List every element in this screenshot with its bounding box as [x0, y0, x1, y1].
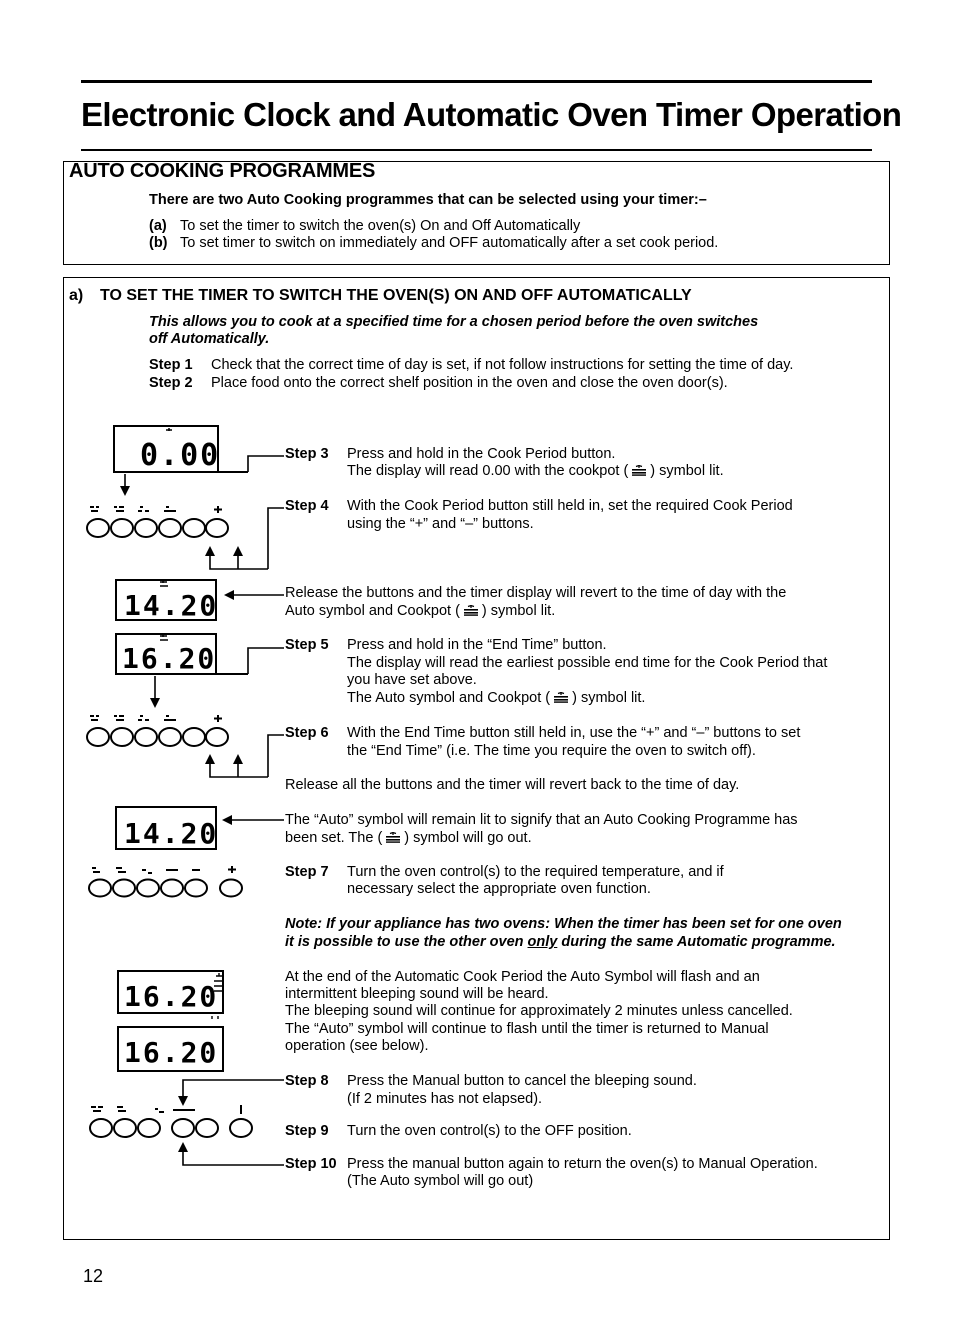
display-0-00: [114, 426, 248, 473]
step-4-line-1: With the Cook Period button still held in, set the required Cook Period: [347, 498, 793, 514]
button-row-2: [87, 715, 228, 746]
page-title: Electronic Clock and Automatic Oven Timer Operation: [81, 96, 902, 133]
end-line-1: At the end of the Automatic Cook Period the Auto Symbol will flash and an: [285, 969, 760, 985]
page-number: 12: [83, 1266, 104, 1286]
step-6-line-1: With the End Time button still held in, use the “+” and “–” buttons to set: [347, 725, 801, 741]
note-only: only: [527, 934, 558, 950]
step-2-label: Step 2: [149, 375, 193, 391]
step-5-line-2: The display will read the earliest possible end time for the Cook Period that: [347, 655, 828, 671]
step-9-label: Step 9: [285, 1123, 329, 1139]
display-16-20-end-time: [116, 634, 248, 675]
display-14-20: [116, 580, 218, 622]
note-line-2b: during the same Automatic programme.: [557, 934, 836, 950]
step-10-line-2: (The Auto symbol will go out): [347, 1173, 534, 1189]
end-line-3: The bleeping sound will continue for approximately 2 minutes unless cancelled.: [285, 1003, 793, 1019]
step-8-label: Step 8: [285, 1073, 329, 1089]
step-9-text: Turn the oven control(s) to the OFF position.: [347, 1123, 632, 1139]
button-row-1: [87, 506, 228, 537]
step-10-line-1: Press the manual button again to return the oven(s) to Manual Operation.: [347, 1156, 818, 1172]
step-3-line-2a: The display will read 0.00 with the cookpot (: [347, 463, 629, 479]
step-10-label: Step 10: [285, 1156, 337, 1172]
end-line-5: operation (see below).: [285, 1038, 429, 1054]
button-row-4: [90, 1105, 252, 1137]
section-a-intro-1: This allows you to cook at a specified time for a chosen period before the oven switches: [149, 314, 759, 330]
step-5-line-4a: The Auto symbol and Cookpot (: [347, 690, 551, 706]
option-b-key: (b): [149, 235, 168, 251]
step-5-line-4b: ) symbol lit.: [572, 690, 646, 706]
step-7-label: Step 7: [285, 864, 329, 880]
step-8-line-1: Press the Manual button to cancel the bleeping sound.: [347, 1073, 697, 1089]
release-2: Release all the buttons and the timer will revert back to the time of day.: [285, 777, 740, 793]
release-1-line-2b: ) symbol lit.: [481, 603, 556, 619]
note-line-1: Note: If your appliance has two ovens: When the timer has been set for one oven: [285, 916, 842, 932]
step-4-line-2: using the “+” and “–” buttons.: [347, 516, 534, 532]
auto-lit-line-1: The “Auto” symbol will remain lit to signify that an Auto Cooking Programme has: [285, 812, 798, 828]
option-a-key: (a): [149, 218, 167, 234]
step-5-label: Step 5: [285, 637, 329, 653]
display-value: 14.20: [124, 589, 219, 622]
section-a-intro-2: off Automatically.: [149, 331, 270, 347]
release-1-line-2a: Auto symbol and Cookpot (: [285, 603, 460, 619]
step-3-line-1: Press and hold in the Cook Period button.: [347, 446, 616, 462]
step-8-line-2: (If 2 minutes has not elapsed).: [347, 1091, 543, 1107]
section-a-key: a): [69, 287, 84, 304]
display-value: 16.20: [122, 642, 217, 675]
display-value: 0.00: [140, 438, 221, 473]
end-line-4: The “Auto” symbol will continue to flash until the timer is returned to Manual: [285, 1021, 769, 1037]
step-1-label: Step 1: [149, 357, 193, 373]
display-16-20-manual: [118, 1027, 223, 1071]
display-value: 14.20: [124, 817, 219, 850]
auto-programmes-heading: AUTO COOKING PROGRAMMES: [69, 160, 376, 182]
step-7-line-1: Turn the oven control(s) to the required temperature, and if: [347, 864, 724, 880]
note-line-2a: it is possible to use the other oven: [285, 934, 528, 950]
button-row-3: [89, 866, 242, 897]
option-a-text: To set the timer to switch the oven(s) On and Off Automatically: [180, 218, 581, 234]
release-1-line-1: Release the buttons and the timer display will revert to the time of day with the: [285, 585, 787, 601]
step-1-text: Check that the correct time of day is set, if not follow instructions for setting the time of day.: [211, 357, 794, 373]
auto-lit-line-2b: ) symbol will go out.: [404, 830, 532, 846]
auto-programmes-intro: There are two Auto Cooking programmes that can be selected using your timer:–: [149, 192, 707, 208]
step-7-line-2: necessary select the appropriate oven function.: [347, 881, 651, 897]
end-line-2: intermittent bleeping sound will be heard.: [285, 986, 549, 1002]
display-14-20-auto: [116, 807, 218, 850]
step-5-line-3: you have set above.: [347, 672, 477, 688]
display-value: 16.20: [124, 980, 219, 1013]
step-4-label: Step 4: [285, 498, 329, 514]
step-6-line-2: the “End Time” (i.e. The time you require the oven to switch off).: [347, 743, 756, 759]
display-value: 16.20: [124, 1036, 219, 1069]
step-2-text: Place food onto the correct shelf position in the oven and close the oven door(s).: [211, 375, 728, 391]
step-3-line-2b: ) symbol lit.: [650, 463, 724, 479]
auto-lit-line-2a: been set. The (: [285, 830, 383, 846]
section-a-heading: TO SET THE TIMER TO SWITCH THE OVEN(S) ON AND OFF AUTOMATICALLY: [100, 287, 692, 304]
step-6-label: Step 6: [285, 725, 329, 741]
option-b-text: To set timer to switch on immediately and OFF automatically after a set cook period.: [180, 235, 719, 251]
display-16-20-flashing: [118, 971, 223, 1019]
step-3-label: Step 3: [285, 446, 329, 462]
step-5-line-1: Press and hold in the “End Time” button.: [347, 637, 607, 653]
